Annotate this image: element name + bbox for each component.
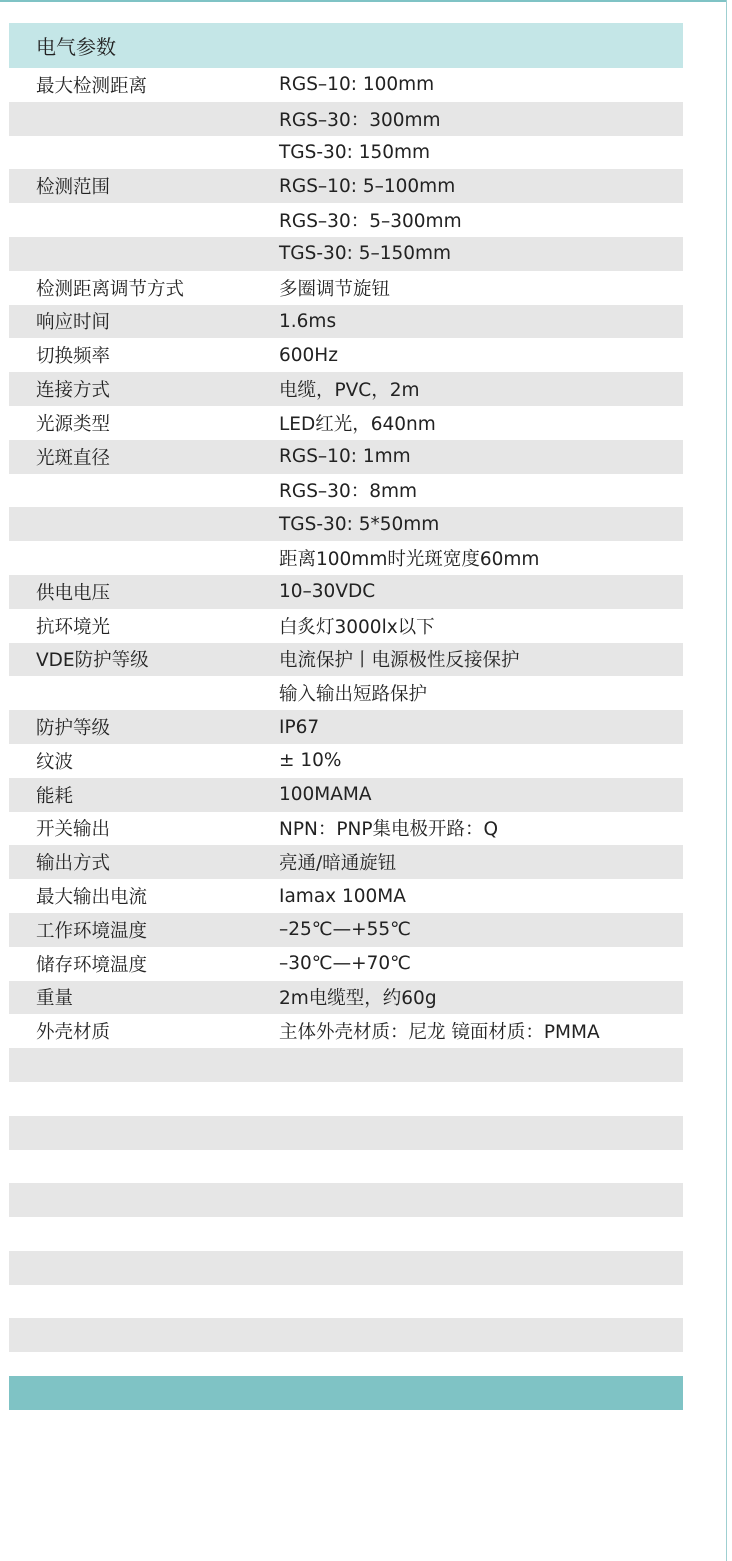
spec-value: –30℃—+70℃ — [279, 953, 411, 975]
spec-value: RGS–10: 100mm — [279, 74, 435, 96]
spec-row — [9, 203, 683, 237]
spec-key: 开关输出 — [36, 819, 111, 841]
spec-row — [9, 609, 683, 643]
spec-key: 切换频率 — [36, 346, 111, 368]
spec-key: 储存环境温度 — [36, 954, 148, 976]
spec-value: 100MAMA — [279, 784, 372, 806]
spec-key: 检测范围 — [36, 177, 111, 199]
footer-band — [9, 1376, 683, 1410]
spec-value: 白炙灯3000lx以下 — [279, 616, 435, 638]
spec-value: RGS–10: 1mm — [279, 446, 411, 468]
spec-row — [9, 169, 683, 203]
spec-row — [9, 372, 683, 406]
spec-key: 连接方式 — [36, 380, 111, 402]
spec-row — [9, 913, 683, 947]
spec-value: TGS-30: 5–150mm — [279, 243, 452, 265]
spec-row — [9, 643, 683, 677]
spec-row — [9, 1116, 683, 1150]
spec-value: TGS-30: 150mm — [279, 141, 431, 163]
spec-value: Iamax 100MA — [279, 885, 406, 907]
spec-value: 多圈调节旋钮 — [279, 278, 391, 300]
right-rule — [726, 0, 727, 1561]
spec-value: 亮通/暗通旋钮 — [279, 853, 397, 875]
spec-value: 600Hz — [279, 344, 338, 366]
spec-value: RGS–30：300mm — [279, 109, 441, 131]
spec-row — [9, 271, 683, 305]
spec-row — [9, 1082, 683, 1116]
spec-row — [9, 1285, 683, 1319]
spec-key: 抗环境光 — [36, 616, 111, 638]
spec-row — [9, 440, 683, 474]
spec-row — [9, 710, 683, 744]
spec-key: 重量 — [36, 988, 74, 1010]
spec-key: 光斑直径 — [36, 447, 111, 469]
spec-value: 电缆，PVC，2m — [279, 380, 420, 402]
spec-rows — [9, 68, 683, 1386]
spec-row — [9, 812, 683, 846]
spec-key: 光源类型 — [36, 413, 111, 435]
spec-row — [9, 778, 683, 812]
spec-value: 电流保护丨电源极性反接保护 — [279, 650, 520, 672]
spec-key: 最大输出电流 — [36, 887, 148, 909]
spec-row — [9, 541, 683, 575]
top-rule — [0, 0, 726, 2]
spec-value: 距离100mm时光斑宽度60mm — [279, 549, 540, 571]
spec-row — [9, 879, 683, 913]
spec-row — [9, 1251, 683, 1285]
spec-row — [9, 338, 683, 372]
spec-key: 纹波 — [36, 751, 74, 773]
spec-row — [9, 237, 683, 271]
spec-value: RGS–10: 5–100mm — [279, 175, 456, 197]
spec-key: 能耗 — [36, 785, 74, 807]
spec-value: –25℃—+55℃ — [279, 919, 411, 941]
spec-row — [9, 406, 683, 440]
spec-key: 输出方式 — [36, 853, 111, 875]
spec-value: RGS–30：5–300mm — [279, 211, 462, 233]
spec-value: NPN：PNP集电极开路：Q — [279, 819, 499, 841]
spec-row — [9, 507, 683, 541]
spec-key: VDE防护等级 — [36, 650, 149, 672]
spec-table — [9, 23, 683, 1386]
spec-row — [9, 1150, 683, 1184]
spec-key: 响应时间 — [36, 312, 111, 334]
section-title: 电气参数 — [36, 35, 116, 59]
spec-row — [9, 1014, 683, 1048]
spec-row — [9, 1183, 683, 1217]
spec-key: 外壳材质 — [36, 1022, 111, 1044]
spec-value: LED红光，640nm — [279, 413, 436, 435]
spec-row — [9, 947, 683, 981]
spec-row — [9, 744, 683, 778]
spec-value: 2m电缆型，约60g — [279, 988, 437, 1010]
spec-row — [9, 575, 683, 609]
section-header — [9, 23, 683, 68]
spec-row — [9, 845, 683, 879]
spec-row — [9, 68, 683, 102]
spec-row — [9, 676, 683, 710]
spec-row — [9, 1318, 683, 1352]
spec-row — [9, 981, 683, 1015]
spec-value: ± 10% — [279, 750, 342, 772]
spec-value: RGS–30：8mm — [279, 481, 418, 503]
spec-value: IP67 — [279, 716, 320, 738]
spec-key: 工作环境温度 — [36, 920, 148, 942]
spec-row — [9, 1048, 683, 1082]
spec-row — [9, 474, 683, 508]
spec-value: 1.6ms — [279, 310, 337, 332]
spec-key: 防护等级 — [36, 718, 111, 740]
spec-row — [9, 1217, 683, 1251]
spec-row — [9, 102, 683, 136]
spec-row — [9, 136, 683, 170]
spec-value: 主体外壳材质：尼龙 镜面材质：PMMA — [279, 1022, 600, 1044]
spec-row — [9, 305, 683, 339]
spec-key: 检测距离调节方式 — [36, 278, 185, 300]
spec-value: 10–30VDC — [279, 581, 376, 603]
spec-value: TGS-30: 5*50mm — [279, 513, 440, 535]
spec-value: 输入输出短路保护 — [279, 684, 428, 706]
spec-key: 最大检测距离 — [36, 75, 148, 97]
spec-key: 供电电压 — [36, 582, 111, 604]
